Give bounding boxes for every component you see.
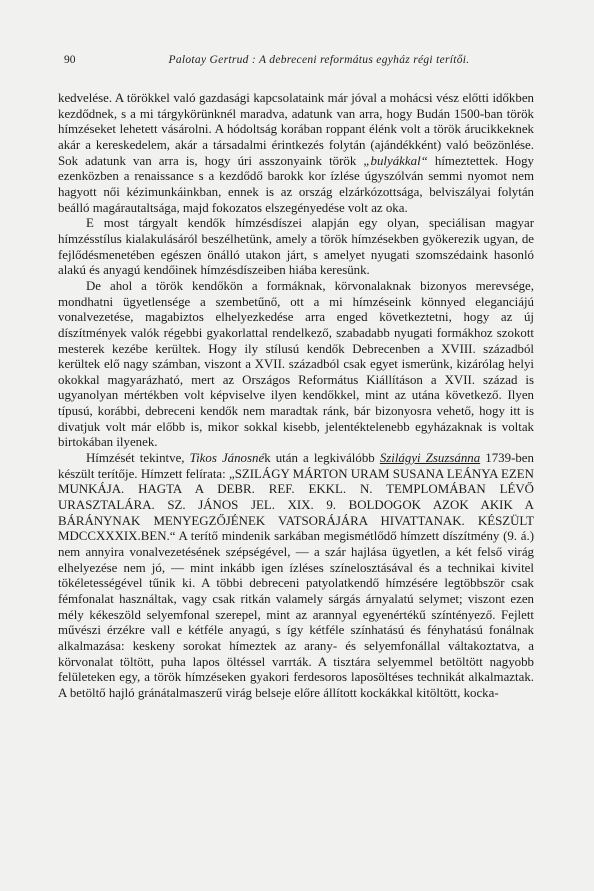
paragraph-2: E most tárgyalt kendők hímzésdíszei alapján egy olyan, speciálisan magyar hímzésstílus kialakulásáról beszélhetünk, amely a török hímzésekben gyökerezik ugyan, de fejlődésmenetében egészen önálló utakon járt, s amelyet nyugati szomszédaink hasonló alakú és anyagú kendőinek hímzésdíszeiben hiába keresünk. <box>58 216 534 278</box>
running-head: Palotay Gertrud : A debreceni református egyház régi terítői. <box>168 54 470 66</box>
body-text <box>58 91 534 702</box>
paragraph-1-italic: „bulyákkal“ <box>363 153 428 168</box>
paragraph-4-start: Hímzését tekintve, <box>86 451 190 466</box>
paragraph-4-mid: k után a legkiválóbb <box>264 451 380 466</box>
paragraph-4-rest: 1739-ben készült terítője. Hímzett felírata: „SZILÁGY MÁRTON URAM SUSANA LEÁNYA EZEN MUNKÁJA. HAGTA A DEBR. REF. EKKL. N. TEMPLOMÁBAN LÉVŐ URASZTALÁRA. SZ. JÁNOS JEL. XIX. 9. BOLDOGOK AZOK AKIK A BÁRÁNYNAK MENYEGZŐJÉNEK VATSORÁJÁRA HIVATTANAK. KÉSZÜLT MDCCXXXIX.BEN.“ A terítő mindenik sarkában megismétlődő hímzett díszítmény (9. á.) nem annyira vonalvezetésének szépségével, — a szár hajlása ügyetlen, a két felső virág elhelyezése nem jó, — mint inkább igen ízléses színelosztásával és a technikai kivitel tökéletességével tűnik ki. A többi debreceni patyolatkendő hímzésére legtöbbször csak fémfonalat használtak, vagy csak ritkán valamely sárgás árnyalatú selymet; viszont ezen mély kékeszöld selyemfonal szerepel, mint az arannyal egyenértékű színtényező. Fejlett művészi érzékre vall e kétféle anyagú, s így kétféle színhatású és fényhatású fonálnak alkalmazása: keskeny sorokat hímeztek az arany- és selyemfonállal váltakoztatva, a körvonalat töltött, puha lapos öltéssel varrták. A tisztára selyemmel betöltött nagyobb felületeken egy, a török hímzéseken gyakori ferdesoros laposöltéses technikát alkalmaztak. A betöltő hajló gránátalmaszerű virág belseje előre állított kockákkal kitöltött, kocka- <box>58 451 534 700</box>
page-header <box>64 54 534 70</box>
paragraph-1-text: kedvelése. A törökkel való gazdasági kapcsolataink már jóval a mohácsi vész előtti időkben kezdődnek, s a mi tárgykörünknél maradva, adatunk van arra, hogy Budán 1500-ban török hímzéseket lehetett vásárolni. A hódoltság korában roppant élénk volt a török árucikkeknek akár a kereskedelem, akár a társadalmi érintkezés folytán (ajándékként) való beözönlése. Sok adatunk van arra is, hogy úri asszonyaink török <box>58 91 534 168</box>
page-number: 90 <box>64 54 76 66</box>
paragraph-1 <box>58 91 534 216</box>
paragraph-3: De ahol a török kendőkön a formáknak, körvonalaknak bizonyos merevsége, mondhatni ügyetlensége a szembetűnő, ott a mi hímzéseink könnyed eleganciájú vonalvezetése, magabiztos elhelyezkedése arra enged következtetni, hogy az új díszítmények valók régebbi gyakorlattal rendelkező, szabadabb nyugati formákhoz szokott mesterek kezébe kerültek. Hogy ily stílusú kendők Debrecenben a XVIII. századból kerültek elő nagy számban, viszont a XVII. századból csak egyet ismerünk, kizárólag helyi okokkal magyarázható, mert az Országos Református Kiállításon a XVII. század is ugyanolyan mértékben volt képviselve ilyen kendőkkel, mint az utána következő. Ilyen típusú, korábbi, debreceni kendők nem maradtak ránk, bár bizonyosra vehető, hogy itt is divatjuk volt már előbb is, mikor sokkal kisebb, jelentéktelenebb egyházaknak is voltak birtokában ilyenek. <box>58 278 534 450</box>
paragraph-1-end: hímeztettek. Hogy ezenközben a renaissance s a kezdődő barokk kor ízlése úgyszólván semmi nyomot nem hagyott női kézimunkáinkban, ennek is az ország elzárkózottsága, belviszályai folytán beálló magárautaltsága, majd fokozatos elszegényedése volt az oka. <box>58 153 534 215</box>
paragraph-4-name-a: Tikos Jánosné <box>189 451 265 466</box>
paragraph-4 <box>58 451 534 702</box>
paragraph-4-name-b: Szilágyi Zsuzsánna <box>379 451 481 466</box>
